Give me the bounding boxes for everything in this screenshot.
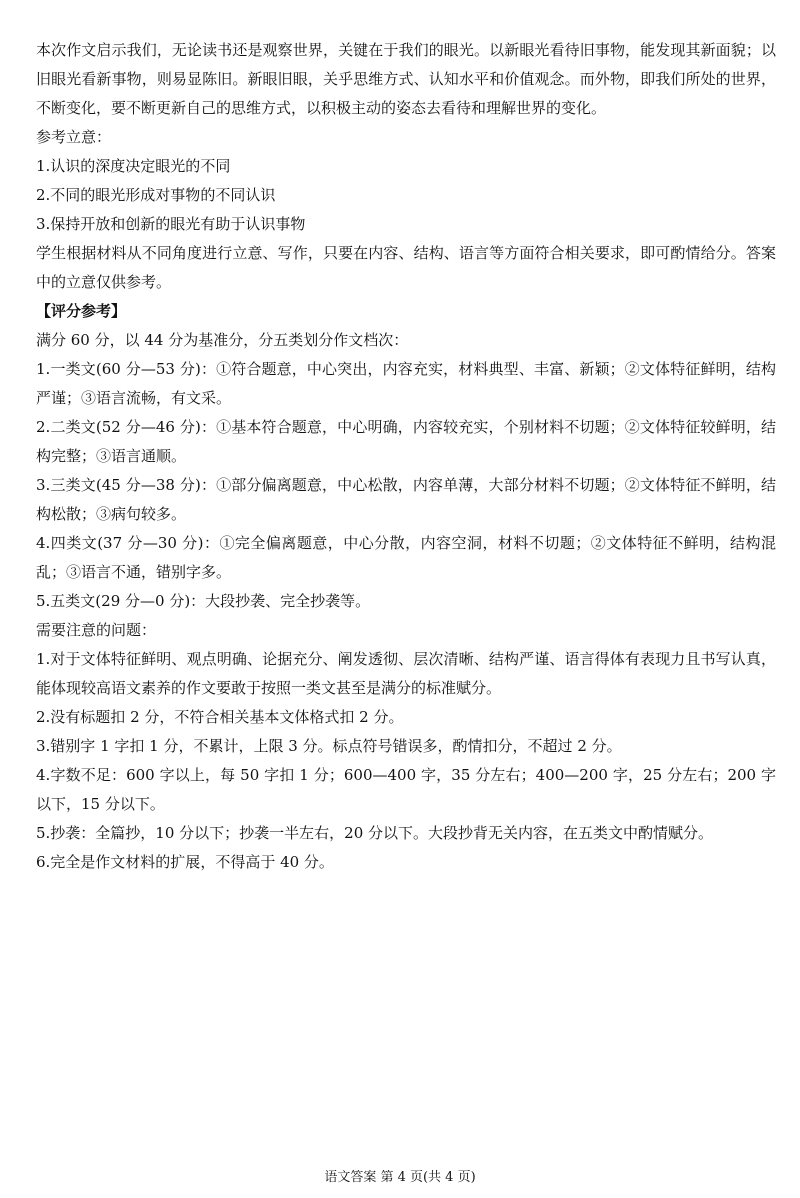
note-item: 6.完全是作文材料的扩展，不得高于 40 分。 [36,853,334,871]
grade-item: 2.二类文(52 分—46 分)：①基本符合题意，中心明确，内容较充实，个别材料不切题；②文体特征较鲜明，结构完整；③语言通顺。 [36,418,776,465]
grade-item: 1.一类文(60 分—53 分)：①符合题意，中心突出，内容充实，材料典型、丰富、新颖；②文体特征鲜明，结构严谨；③语言流畅，有文采。 [36,360,776,407]
note-item: 2.没有标题扣 2 分，不符合相关基本文体格式扣 2 分。 [36,708,404,726]
reference-title: 参考立意： [36,128,112,146]
document-body [36,36,776,877]
reference-note: 学生根据材料从不同角度进行立意、写作，只要在内容、结构、语言等方面符合相关要求，即可酌情给分。答案中的立意仅供参考。 [36,244,776,291]
page-footer: 语文答案 第 4 页(共 4 页) [324,1170,476,1185]
reference-item: 3.保持开放和创新的眼光有助于认识事物 [36,215,306,233]
grade-item: 3.三类文(45 分—38 分)：①部分偏离题意，中心松散，内容单薄，大部分材料不切题；②文体特征不鲜明，结构松散；③病句较多。 [36,476,776,523]
note-item: 3.错别字 1 字扣 1 分，不累计，上限 3 分。标点符号错误多，酌情扣分，不超过 2 分。 [36,737,622,755]
grade-item: 5.五类文(29 分—0 分)：大段抄袭、完全抄袭等。 [36,592,371,610]
note-item: 1.对于文体特征鲜明、观点明确、论据充分、阐发透彻、层次清晰、结构严谨、语言得体有表现力且书写认真，能体现较高语文素养的作文要敢于按照一类文甚至是满分的标准赋分。 [36,650,776,697]
grade-item: 4.四类文(37 分—30 分)：①完全偏离题意，中心分散，内容空洞，材料不切题；②文体特征不鲜明，结构混乱；③语言不通，错别字多。 [36,534,776,581]
notes-title: 需要注意的问题： [36,621,157,639]
reference-item: 2.不同的眼光形成对事物的不同认识 [36,186,276,204]
note-item: 5.抄袭：全篇抄，10 分以下；抄袭一半左右，20 分以下。大段抄背无关内容，在五类文中酌情赋分。 [36,824,714,842]
reference-item: 1.认识的深度决定眼光的不同 [36,157,231,175]
scoring-heading: 【评分参考】 [36,302,127,320]
scoring-intro: 满分 60 分，以 44 分为基准分，分五类划分作文档次： [36,331,409,349]
note-item: 4.字数不足：600 字以上，每 50 字扣 1 分；600—400 字，35 分左右；400—200 字，25 分左右；200 字以下，15 分以下。 [36,766,776,813]
intro-paragraph: 本次作文启示我们，无论读书还是观察世界，关键在于我们的眼光。以新眼光看待旧事物，能发现其新面貌；以旧眼光看新事物，则易显陈旧。新眼旧眼，关乎思维方式、认知水平和价值观念。而外物，即我们所处的世界，不断变化，要不断更新自己的思维方式，以积极主动的姿态去看待和理解世界的变化。 [36,41,776,117]
